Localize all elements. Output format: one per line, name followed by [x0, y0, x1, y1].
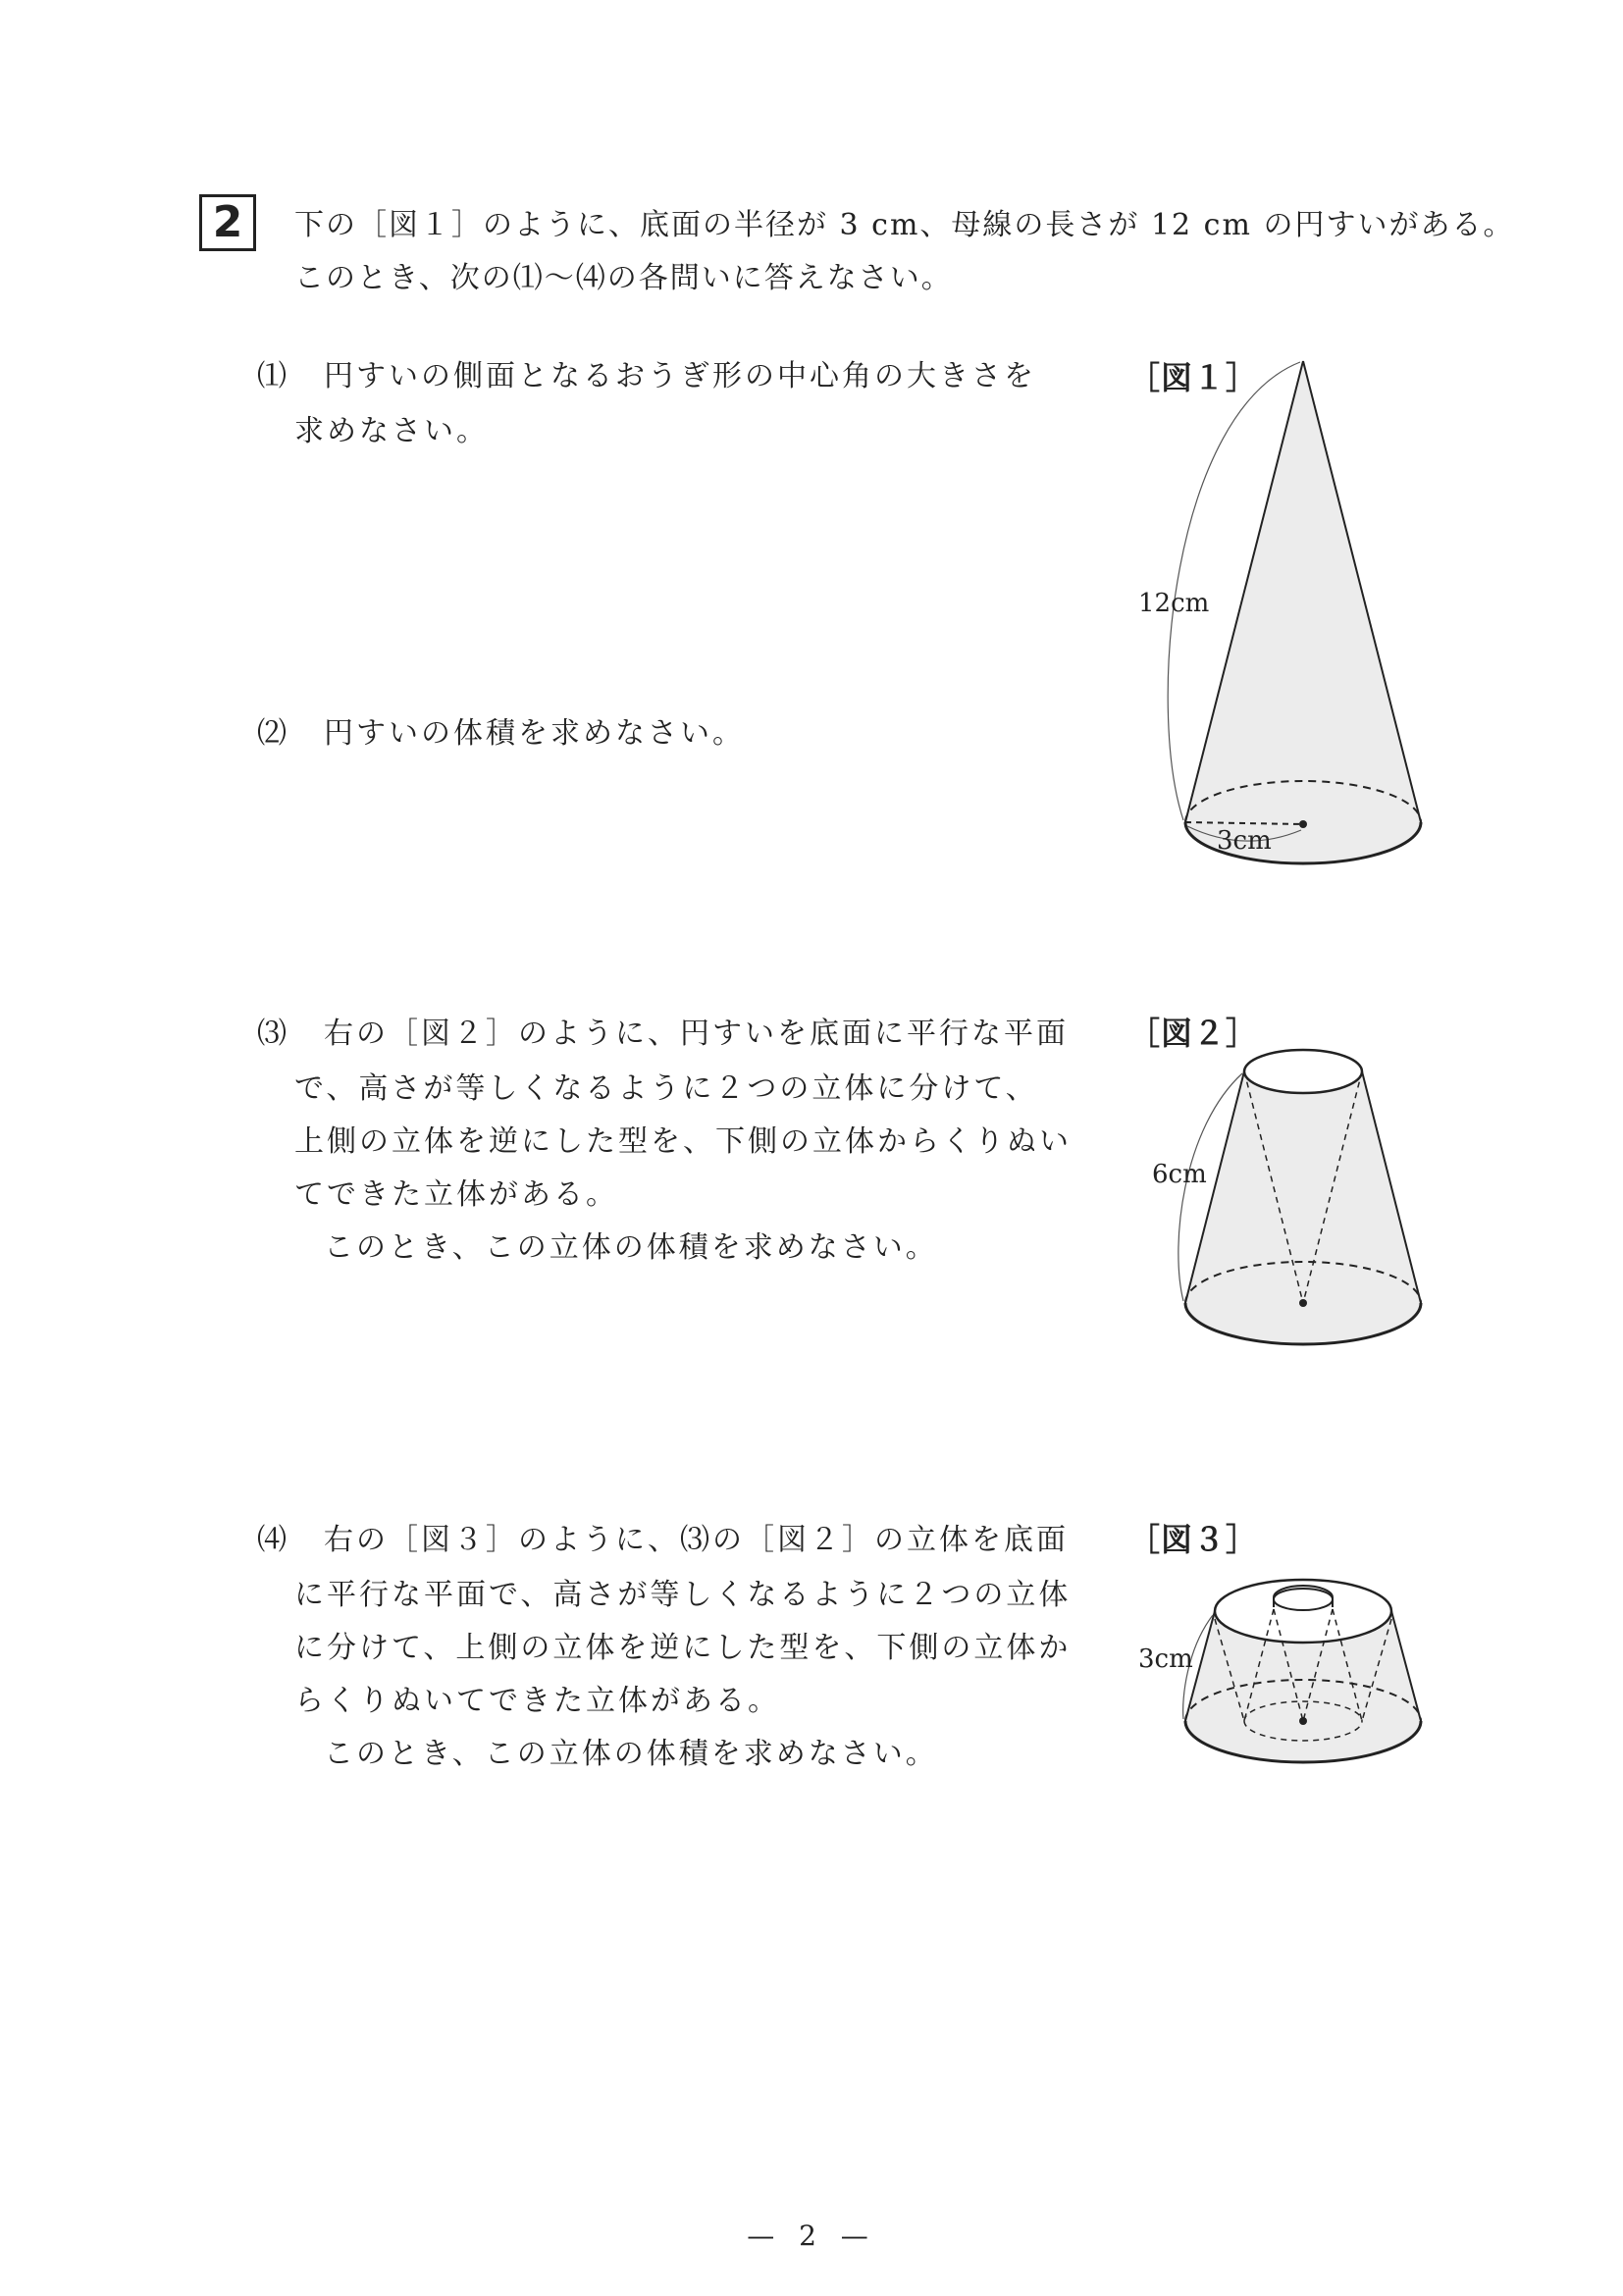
figure-1-slant-label: 12cm: [1138, 589, 1210, 618]
subquestion-4-line-5: このとき、この立体の体積を求めなさい。: [324, 1737, 938, 1771]
figure-2-slant-label: 6cm: [1152, 1160, 1207, 1189]
subquestion-2-number: ⑵: [257, 716, 289, 751]
subquestion-1-line-2: 求めなさい。: [294, 414, 489, 448]
question-number-box: 2: [199, 194, 256, 251]
subquestion-2-line-1: 円すいの体積を求めなさい。: [324, 716, 745, 751]
subquestion-3-number: ⑶: [257, 1017, 289, 1051]
question-intro-line-2: このとき、次の⑴〜⑷の各問いに答えなさい。: [294, 261, 953, 295]
question-intro-line-1: 下の［図１］のように、底面の半径が 3 cm、母線の長さが 12 cm の円すいがある。: [294, 208, 1515, 242]
figure-3-label: ［図３］: [1128, 1521, 1259, 1558]
subquestion-3-line-4: てできた立体がある。: [294, 1177, 618, 1212]
figure-1-radius-label: 3cm: [1217, 826, 1272, 856]
subquestion-3-line-1: 右の［図２］のように、円すいを底面に平行な平面: [324, 1017, 1069, 1051]
subquestion-4-line-4: らくりぬいてできた立体がある。: [294, 1684, 780, 1718]
subquestion-4-number: ⑷: [257, 1523, 289, 1557]
page-number: — 2 —: [747, 2219, 876, 2252]
figure-2-label: ［図２］: [1128, 1015, 1259, 1052]
subquestion-4-line-2: に平行な平面で、高さが等しくなるように２つの立体: [294, 1578, 1072, 1612]
subquestion-1-line-1: 円すいの側面となるおうぎ形の中心角の大きさを: [324, 359, 1036, 393]
subquestion-3-line-5: このとき、この立体の体積を求めなさい。: [324, 1230, 938, 1265]
subquestion-3-line-3: 上側の立体を逆にした型を、下側の立体からくりぬい: [294, 1124, 1072, 1159]
subquestion-4-line-1: 右の［図３］のように、⑶の［図２］の立体を底面: [324, 1523, 1069, 1557]
figure-1-label: ［図１］: [1128, 359, 1259, 396]
subquestion-4-line-3: に分けて、上側の立体を逆にした型を、下側の立体か: [294, 1631, 1072, 1665]
figure-3-slant-label: 3cm: [1138, 1644, 1193, 1674]
subquestion-3-line-2: で、高さが等しくなるように２つの立体に分けて、: [294, 1071, 1038, 1106]
subquestion-1-number: ⑴: [257, 359, 289, 393]
